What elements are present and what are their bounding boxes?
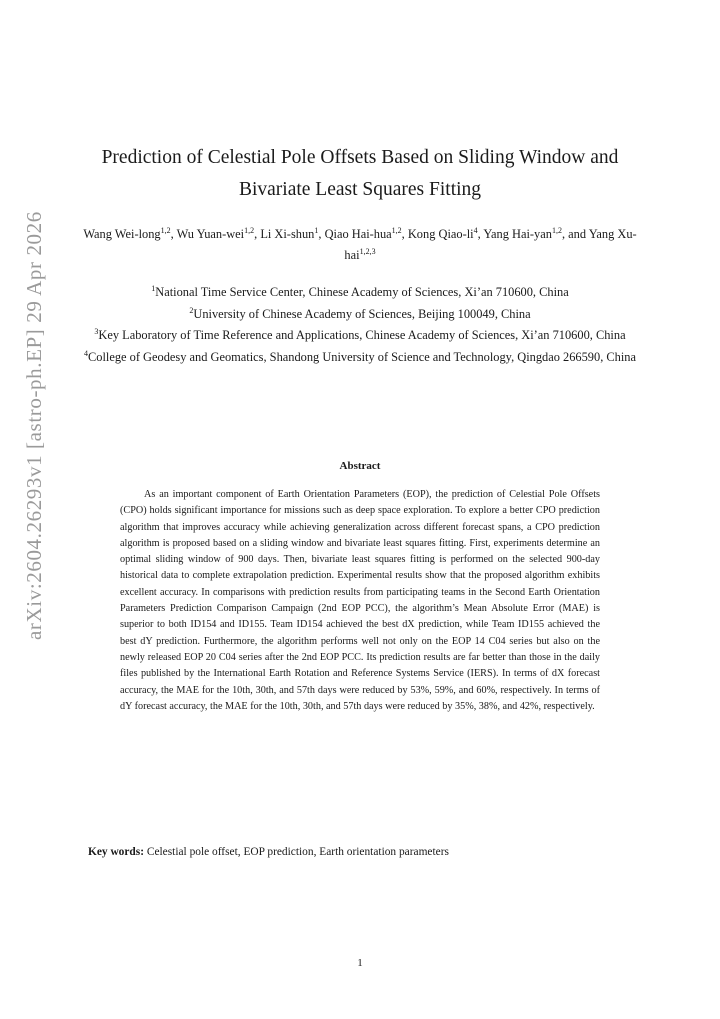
author-name: Qiao Hai-hua	[324, 227, 392, 241]
affiliation-item	[80, 347, 640, 369]
author-name: Yang Hai-yan	[483, 227, 552, 241]
affiliation-item	[80, 304, 640, 326]
affiliation-number: 1	[151, 283, 156, 293]
author-list	[80, 224, 640, 266]
affiliation-number: 3	[94, 326, 99, 336]
author-affiliation-mark: 1	[314, 225, 319, 235]
arxiv-stamp-text: arXiv:2604.26293v1 [astro-ph.EP] 29 Apr 2026	[22, 211, 46, 640]
affiliation-text: Key Laboratory of Time Reference and Applications, Chinese Academy of Sciences, Xi’an 710600, China	[98, 328, 626, 342]
author-separator: ,	[170, 227, 177, 241]
author-affiliation-mark: 1,2	[551, 225, 562, 235]
author-name: Wang Wei-long	[83, 227, 161, 241]
keywords-text: Celestial pole offset, EOP prediction, Earth orientation parameters	[146, 846, 449, 858]
title-line-2: Bivariate Least Squares Fitting	[238, 179, 482, 200]
affiliation-item	[80, 282, 640, 304]
affiliation-text: College of Geodesy and Geomatics, Shandong University of Science and Technology, Qingdao 266590, China	[88, 349, 636, 364]
author-name: Yang Xu-hai	[344, 227, 637, 262]
author-affiliation-mark: 1,2	[391, 225, 402, 235]
author-affiliation-mark: 1,2	[244, 225, 255, 235]
author-name: Wu Yuan-wei	[176, 227, 245, 241]
arxiv-stamp	[18, 211, 58, 668]
affiliation-number: 2	[189, 305, 194, 315]
author-affiliation-mark: 1,2,3	[359, 246, 376, 256]
author-name: Kong Qiao-li	[407, 227, 474, 241]
keywords-label: Key words:	[88, 846, 144, 858]
author-separator: ,	[401, 227, 408, 241]
author-separator: , and	[561, 227, 589, 241]
author-separator: ,	[477, 227, 484, 241]
affiliation-list	[80, 282, 640, 368]
author-separator: ,	[254, 227, 261, 241]
author-affiliation-mark: 1,2	[160, 225, 171, 235]
affiliation-text: National Time Service Center, Chinese Academy of Sciences, Xi’an 710600, China	[155, 285, 569, 299]
abstract-body: As an important component of Earth Orientation Parameters (EOP), the prediction of Celestial Pole Offsets (CPO) holds significant importance for missions such as deep space exploration. To explore a better CPO prediction algorithm that improves accuracy while achieving generalization across different forecast spans, a CPO prediction algorithm is proposed based on a sliding window and bivariate least squares fitting. First, experiments determine an optimal sliding window of 900 days. Then, bivariate least squares fitting is performed on the selected 900-day historical data to complete extrapolation prediction. Experimental results show that the proposed algorithm exhibits excellent accuracy. In comparisons with prediction results from participating teams in the Second Earth Orientation Parameters Prediction Comparison Campaign (2nd EOP PCC), the algorithm’s Mean Absolute Error (MAE) is superior to both ID154 and ID155. Team ID154 achieved the best dX prediction, while Team ID155 achieved the best dY prediction. Furthermore, the algorithm performs well not only on the EOP 14 C04 series but also on the newly released EOP 20 C04 series after the 2nd EOP PCC. Its prediction results are far better than those in the daily files published by the International Earth Rotation and Reference Systems Service (IERS). In terms of dX forecast accuracy, the MAE for the 10th, 30th, and 57th days were reduced by 53%, 59%, and 60%, respectively. In terms of dY forecast accuracy, the MAE for the 10th, 30th, and 57th days were reduced by 35%, 38%, and 42%, respectively.	[120, 489, 600, 712]
author-affiliation-mark: 4	[473, 225, 478, 235]
paper-title	[80, 142, 640, 206]
title-line-1: Prediction of Celestial Pole Offsets Based on Sliding Window and	[101, 147, 619, 168]
author-separator: ,	[318, 227, 325, 241]
affiliation-item	[80, 325, 640, 347]
author-name: Li Xi-shun	[260, 227, 315, 241]
abstract-heading: Abstract	[339, 460, 381, 472]
affiliation-text: University of Chinese Academy of Sciences, Beijing 100049, China	[193, 306, 531, 321]
keywords	[88, 846, 648, 858]
affiliation-number: 4	[84, 348, 88, 358]
page-number: 1	[357, 957, 363, 969]
